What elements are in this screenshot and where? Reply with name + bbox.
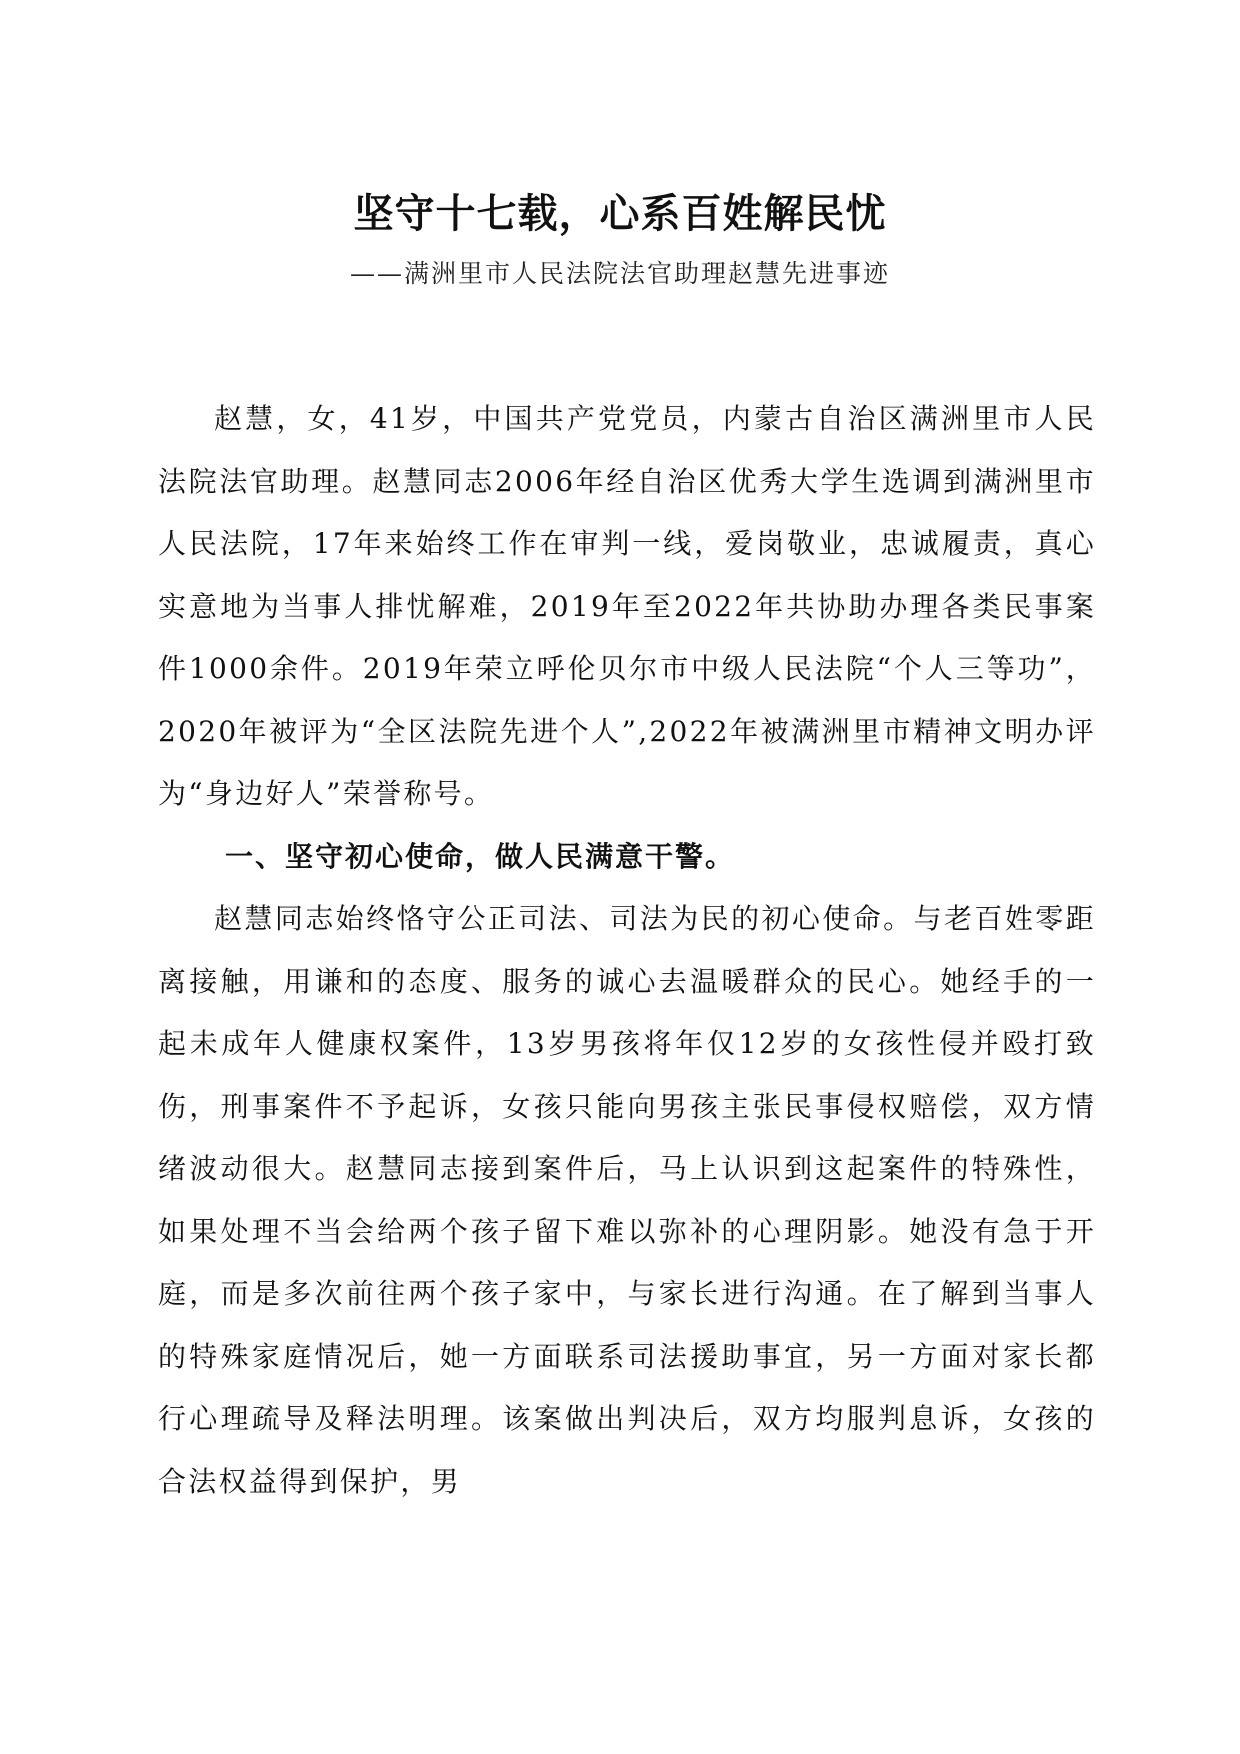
document-title: 坚守十七载，心系百姓解民忧 — [353, 191, 887, 237]
section-1-paragraph: 赵慧同志始终恪守公正司法、司法为民的初心使命。与老百姓零距离接触，用谦和的态度、服务的诚心去温暖群众的民心。她经手的一起未成年人健康权案件，13岁男孩将年仅12岁的女孩性侵并殴打致伤，刑事案件不予起诉，女孩只能向男孩主张民事侵权赔偿，双方情绪波动很大。赵慧同志接到案件后，马上认识到这起案件的特殊性，如果处理不当会给两个孩子留下难以弥补的心理阴影。她没有急于开庭，而是多次前往两个孩子家中，与家长进行沟通。在了解到当事人的特殊家庭情况后，她一方面联系司法援助事宜，另一方面对家长都行心理疏导及释法明理。该案做出判决后，双方均服判息诉，女孩的合法权益得到保护，男 — [158, 902, 1096, 1498]
document-subtitle: ——满洲里市人民法院法官助理赵慧先进事迹 — [349, 259, 890, 288]
intro-paragraph: 赵慧，女，41岁，中国共产党党员，内蒙古自治区满洲里市人民法院法官助理。赵慧同志2006年经自治区优秀大学生选调到满洲里市人民法院，17年来始终工作在审判一线，爱岗敬业，忠诚履责，真心实意地为当事人排忧解难，2019年至2022年共协助办理各类民事案件1000余件。2019年荣立呼伦贝尔市中级人民法院“个人三等功”，2020年被评为“全区法院先进个人”,2022年被满洲里市精神文明办评为“身边好人”荣誉称号。 — [158, 402, 1096, 810]
document-body — [158, 388, 1096, 1513]
section-1-heading: 一、坚守初心使命，做人民满意干警。 — [225, 839, 736, 873]
